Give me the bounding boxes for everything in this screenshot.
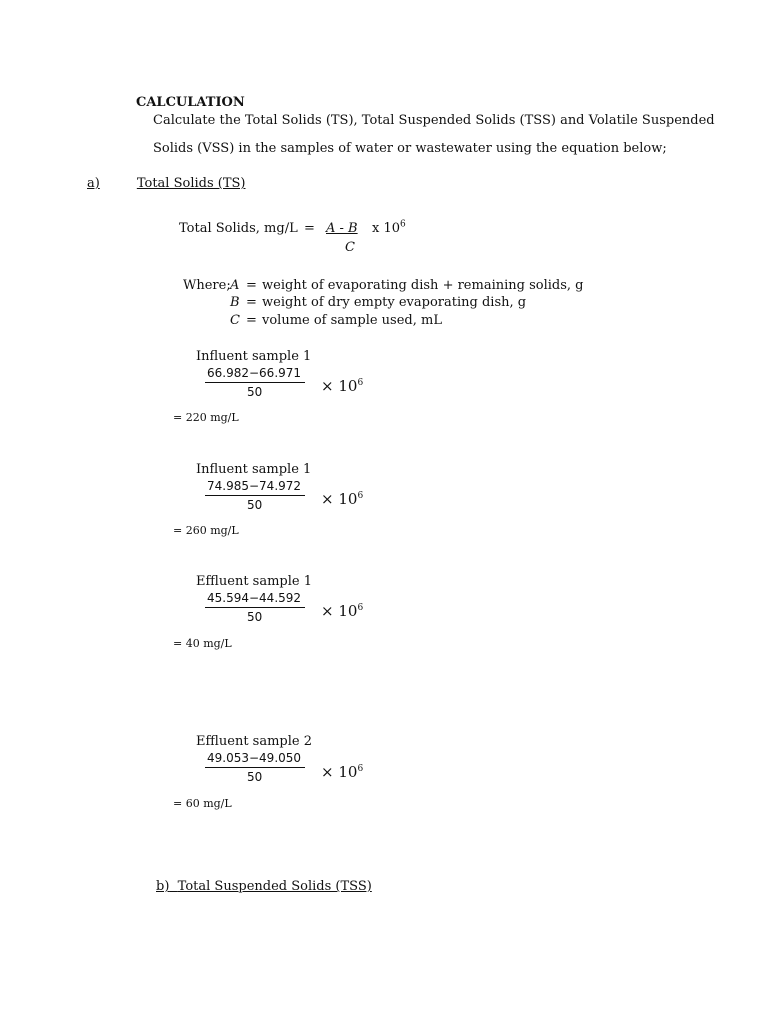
where-eq-a: =: [246, 278, 257, 293]
section-a-label: a): [87, 176, 100, 191]
sample-result: = 220 mg/L: [173, 411, 239, 424]
sample-multiplier: [321, 763, 363, 781]
fraction-bar: [205, 382, 305, 383]
sample-numerator: 49.053−49.050: [207, 751, 302, 765]
section-a-heading: [87, 176, 245, 191]
section-b-title: Total Suspended Solids (TSS): [177, 879, 372, 894]
formula-lhs: Total Solids, mg/L: [179, 221, 298, 236]
sample-title: Influent sample 1: [196, 349, 312, 364]
where-desc-c: volume of sample used, mL: [262, 313, 442, 328]
sample-multiplier: [321, 602, 363, 620]
sample-result: = 260 mg/L: [173, 524, 239, 537]
sample-denominator: 50: [247, 770, 263, 784]
formula-exponent: 6: [400, 219, 406, 230]
sample-denominator: 50: [247, 610, 263, 624]
sample-title: Influent sample 1: [196, 462, 312, 477]
sample-exponent: 6: [357, 603, 364, 613]
sample-title: Effluent sample 1: [196, 574, 313, 589]
fraction-bar: [205, 495, 305, 496]
fraction-bar: [205, 767, 305, 768]
where-symbol-a: A: [230, 278, 240, 293]
fraction-bar: [205, 607, 305, 608]
sample-times: × 10: [321, 602, 358, 620]
sample-exponent: 6: [357, 491, 364, 501]
where-intro: Where;: [183, 278, 231, 293]
sample-numerator: 45.594−44.592: [207, 591, 302, 605]
sample-numerator: 66.982−66.971: [207, 366, 302, 380]
sample-title: Effluent sample 2: [196, 734, 313, 749]
sample-exponent: 6: [357, 764, 364, 774]
sample-numerator: 74.985−74.972: [207, 479, 302, 493]
formula-factor-base: x 10: [372, 221, 401, 236]
where-eq-b: =: [246, 295, 257, 310]
formula-denominator: C: [345, 240, 355, 255]
where-desc-a: weight of evaporating dish + remaining solids, g: [262, 278, 584, 293]
sample-exponent: 6: [357, 378, 364, 388]
sample-multiplier: [321, 490, 363, 508]
where-symbol-c: C: [230, 313, 240, 328]
section-b-heading: [156, 879, 372, 894]
section-a-title: Total Solids (TS): [136, 176, 246, 191]
sample-times: × 10: [321, 763, 358, 781]
where-desc-b: weight of dry empty evaporating dish, g: [262, 295, 527, 310]
sample-denominator: 50: [247, 498, 263, 512]
formula-factor: [372, 221, 406, 236]
formula-numerator: A - B: [326, 221, 358, 236]
sample-denominator: 50: [247, 385, 263, 399]
sample-result: = 60 mg/L: [173, 797, 232, 810]
where-symbol-b: B: [230, 295, 240, 310]
sample-result: = 40 mg/L: [173, 637, 232, 650]
page-heading: CALCULATION: [136, 95, 245, 110]
sample-times: × 10: [321, 377, 358, 395]
where-eq-c: =: [246, 313, 257, 328]
section-b-label: b): [156, 879, 170, 894]
sample-multiplier: [321, 377, 363, 395]
intro-line-1: Calculate the Total Solids (TS), Total Suspended Solids (TSS) and Volatile Suspended: [153, 113, 715, 128]
sample-times: × 10: [321, 490, 358, 508]
intro-line-2: Solids (VSS) in the samples of water or wastewater using the equation below;: [153, 141, 667, 156]
formula-equals: =: [304, 221, 315, 236]
